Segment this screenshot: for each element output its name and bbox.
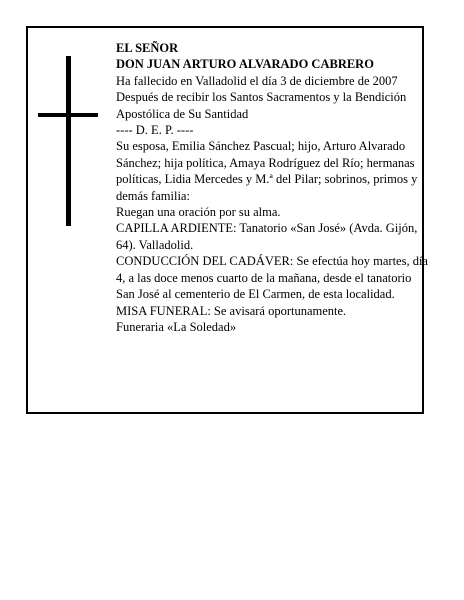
funeral-home: Funeraria «La Soledad»: [116, 319, 237, 334]
procession-info: CONDUCCIÓN DEL CADÁVER: Se efectúa hoy martes, día 4, a las doce menos cuarto de la mañana, desde el tanatorio San José al cementerio de El Carmen, de esta localidad.: [116, 254, 428, 302]
chapel-info: CAPILLA ARDIENTE: Tanatorio «San José» (Avda. Gijón, 64). Valladolid.: [116, 221, 418, 252]
prayer-request: Ruegan una oración por su alma.: [116, 205, 281, 220]
deceased-name: DON JUAN ARTURO ALVARADO CABRERO: [116, 57, 374, 72]
cross-icon: [38, 56, 98, 226]
family-list: Su esposa, Emilia Sánchez Pascual; hijo, Arturo Alvarado Sánchez; hija política, Amaya Rodríguez del Río; hermanas políticas, Lidia Mercedes y M.ª del Pilar; sobrinos, primos y demás familia:: [116, 139, 418, 203]
rip-line: ---- D. E. P. ----: [116, 123, 194, 138]
obituary-notice: [26, 26, 428, 414]
death-statement: Ha fallecido en Valladolid el día 3 de diciembre de 2007: [116, 73, 398, 88]
obituary-text: [116, 40, 428, 335]
sacraments-statement: Después de recibir los Santos Sacramentos y la Bendición Apostólica de Su Santidad: [116, 90, 407, 121]
obituary-title: EL SEÑOR: [116, 41, 179, 55]
mass-info: MISA FUNERAL: Se avisará oportunamente.: [116, 303, 347, 318]
